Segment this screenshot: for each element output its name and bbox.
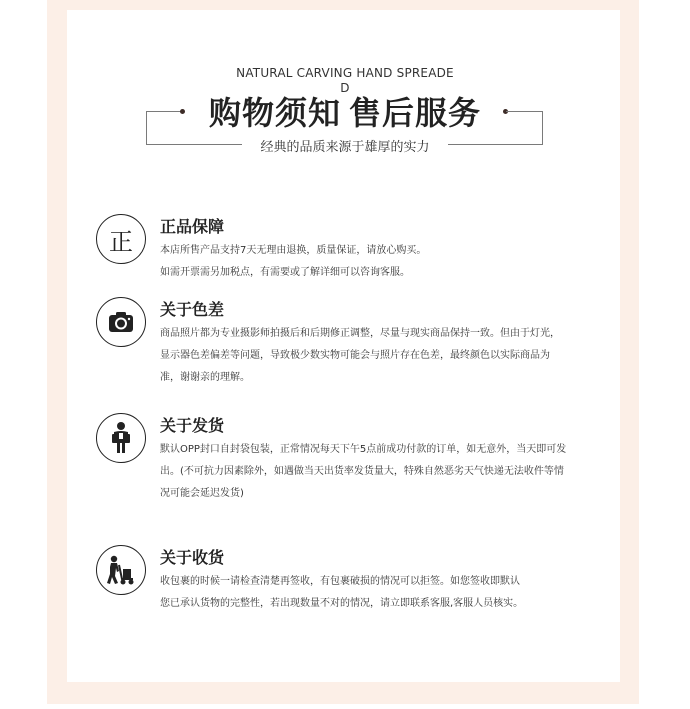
title-dot-left xyxy=(180,109,185,114)
section-authentic-guarantee xyxy=(96,214,586,284)
title-line-right-top xyxy=(506,111,542,112)
camera-icon xyxy=(96,297,146,347)
section-body: 收包裹的时候一请检查清楚再签收，有包裹破损的情况可以拒签。如您签收即默认 您已承认货物的完整性，若出现数量不对的情况，请立即联系客服,客服人员核实。 xyxy=(160,576,524,609)
page-title-part2: 售后服务 xyxy=(349,94,482,132)
delivery-person-icon xyxy=(96,413,146,463)
zheng-character: 正 xyxy=(109,227,133,256)
section-title: 关于色差 xyxy=(160,300,225,319)
english-title-line1: NATURAL CARVING HAND SPREADE xyxy=(236,66,454,80)
page-title-part1: 购物须知 xyxy=(208,94,341,132)
section-title: 正品保障 xyxy=(160,217,225,236)
zheng-character-icon xyxy=(96,214,146,264)
subtitle: 经典的品质来源于雄厚的实力 xyxy=(260,140,430,155)
section-receiving xyxy=(96,545,586,617)
section-title: 关于发货 xyxy=(160,416,225,435)
section-title: 关于收货 xyxy=(160,548,225,567)
section-shipping xyxy=(96,413,586,513)
section-body: 本店所售产品支持7天无理由退换，质量保证，请放心购买。 如需开票需另加税点，有需要或了解详细可以咨询客服。 xyxy=(160,245,427,278)
english-title-line2: D xyxy=(340,81,350,95)
section-color-difference xyxy=(96,297,586,387)
title-line-left-top xyxy=(146,111,182,112)
page-title xyxy=(0,88,690,134)
section-body: 默认OPP封口自封袋包装，正常情况每天下午5点前成功付款的订单，如无意外，当天即可发 出。(不可抗力因素除外，如遇做当天出货率发货量大，特殊自然恶劣天气快递无法收件等情 况可能会延迟发货) xyxy=(160,444,567,499)
section-body: 商品照片都为专业摄影师拍摄后和后期修正调整，尽量与现实商品保持一致。但由于灯光， 显示器色差偏差等问题，导致极少数实物可能会与照片存在色差，最终颜色以实际商品为 准，谢谢亲的理解。 xyxy=(160,328,560,383)
courier-hand-truck-icon xyxy=(96,545,146,595)
